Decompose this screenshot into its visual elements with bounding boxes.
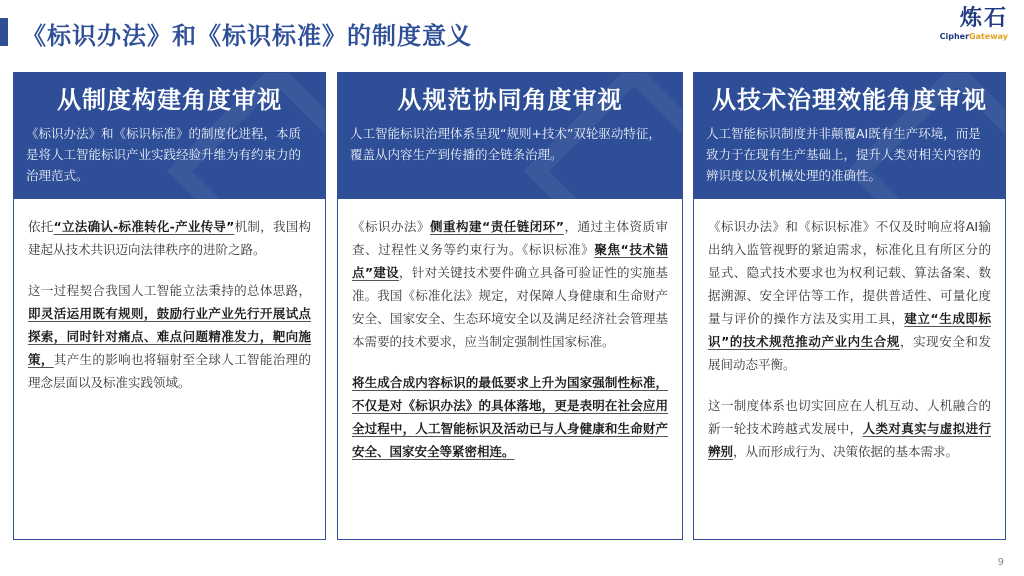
column-normative	[337, 72, 683, 540]
text: ，实现安全和发展间动态平衡。	[708, 334, 991, 372]
highlight-text: 即灵活运用既有规则，鼓励行业产业先行开展试点探索，同时针对痛点、难点问题精准发力，靶向施策，	[28, 306, 311, 367]
column-header	[338, 73, 682, 199]
logo-sub-b: Gateway	[969, 32, 1008, 41]
column-subtitle: 人工智能标识治理体系呈现“规则+技术”双轮驱动特征，覆盖从内容生产到传播的全链条治理。	[350, 126, 661, 162]
highlight-text: 聚焦“技术锚点”建设	[352, 242, 668, 280]
logo-text: 炼石	[959, 6, 1008, 31]
page-number: 9	[997, 557, 1004, 568]
column-body	[694, 199, 1005, 491]
text: 《标识办法》和《标识标准》不仅及时响应将AI输出纳入监管视野的紧迫需求，标准化且有所区分的显式、隐式技术要求也为权利记载、算法备案、数据溯源、安全评估等工作，提供普适性、可量化度量与评价的操作方法及实用工具，	[708, 219, 991, 326]
highlight-text: 将生成合成内容标识的最低要求上升为国家强制性标准，不仅是对《标识办法》的具体落地，更是表明在社会应用全过程中，人工智能标识及活动已与人身健康和生命财产安全、国家安全等紧密相连。	[352, 375, 668, 459]
text: 依托	[28, 219, 54, 234]
column-title: 从技术治理效能角度审视	[712, 86, 987, 114]
paragraph	[352, 371, 668, 463]
paragraph	[352, 215, 668, 353]
highlight-text: 侧重构建“责任链闭环”	[430, 219, 564, 234]
paragraph	[708, 394, 991, 463]
text: 《标识办法》	[352, 219, 431, 234]
paragraph	[28, 279, 311, 394]
column-title: 从制度构建角度审视	[57, 86, 282, 114]
text: 机制，我国构建起从技术共识迈向法律秩序的进阶之路。	[28, 219, 311, 257]
title-accent-bar	[0, 18, 8, 46]
logo	[940, 6, 1008, 42]
page-title: 《标识办法》和《标识标准》的制度意义	[22, 22, 472, 50]
highlight-text: 建立“生成即标识”的技术规范推动产业内生合规	[708, 311, 991, 349]
paragraph	[28, 215, 311, 261]
column-title: 从规范协同角度审视	[397, 86, 623, 114]
text: ，通过主体资质审查、过程性义务等约束行为。《标识标准》	[352, 219, 668, 257]
text: 这一制度体系也切实回应在人机互动、人机融合的新一轮技术跨越式发展中，	[708, 398, 991, 436]
text: 这一过程契合我国人工智能立法秉持的总体思路，	[28, 283, 311, 298]
column-subtitle: 人工智能标识制度并非颠覆AI既有生产环境，而是致力于在现有生产基础上，提升人类对相关内容的辨识度以及机械处理的准确性。	[706, 126, 982, 183]
column-body	[14, 199, 325, 422]
logo-sub-a: Cipher	[939, 32, 970, 41]
column-technical	[693, 72, 1006, 540]
column-header	[14, 73, 325, 199]
text: ，从而形成行为、决策依据的基本需求。	[733, 444, 959, 459]
text: ，针对关键技术要件确立具备可验证性的实施基准。我国《标准化法》规定，对保障人身健康和生命财产安全、国家安全、生态环境安全以及满足经济社会管理基本需要的技术要求，应当制定强制性国家标准。	[352, 265, 668, 349]
paragraph	[708, 215, 991, 376]
column-institutional	[13, 72, 326, 540]
logo-subtitle	[940, 32, 1008, 42]
column-header	[694, 73, 1005, 199]
column-body	[338, 199, 682, 491]
highlight-text: 人类对真实与虚拟进行辨别	[708, 421, 991, 459]
column-subtitle: 《标识办法》和《标识标准》的制度化进程，本质是将人工智能标识产业实践经验升维为有约束力的治理范式。	[26, 126, 302, 183]
highlight-text: “立法确认-标准转化-产业传导”	[53, 219, 235, 234]
text: 其产生的影响也将辐射至全球人工智能治理的理念层面以及标准实践领域。	[28, 352, 311, 390]
